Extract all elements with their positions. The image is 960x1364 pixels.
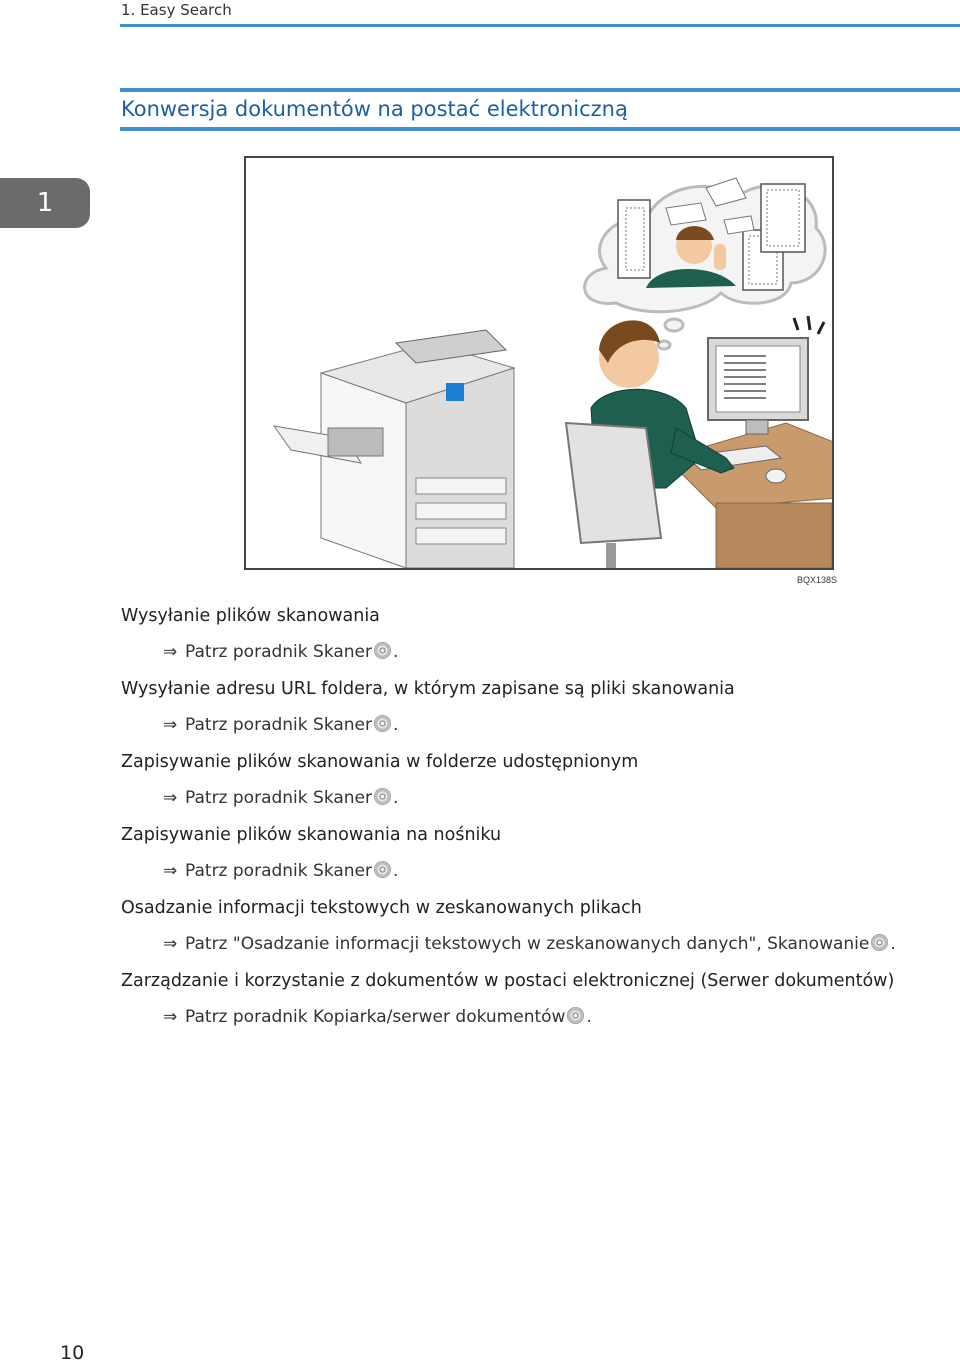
arrow-icon: ⇒ — [163, 642, 178, 662]
list-item — [121, 823, 951, 896]
page-number: 10 — [60, 1342, 85, 1364]
list-item — [121, 604, 951, 677]
list-item — [121, 677, 951, 750]
reference-suffix: . — [586, 1007, 592, 1027]
running-header: 1. Easy Search — [121, 1, 232, 19]
list-item — [121, 896, 951, 969]
printer-illustration — [274, 330, 514, 568]
reference-text: Patrz poradnik Skaner — [185, 861, 372, 881]
reference-text: Patrz poradnik Skaner — [185, 715, 372, 735]
section-title: Konwersja dokumentów na postać elektroniczną — [121, 97, 628, 121]
entry-reference — [121, 786, 951, 823]
list-item — [121, 969, 951, 1042]
illustration — [244, 156, 834, 570]
entry-reference — [121, 1005, 951, 1042]
arrow-icon: ⇒ — [163, 1007, 178, 1027]
entry-heading: Osadzanie informacji tekstowych w zeskanowanych plikach — [121, 898, 642, 918]
arrow-icon: ⇒ — [163, 788, 178, 808]
reference-text: Patrz "Osadzanie informacji tekstowych w zeskanowanych danych", Skanowanie — [185, 934, 870, 954]
reference-text: Patrz poradnik Skaner — [185, 642, 372, 662]
entry-heading: Zapisywanie plików skanowania w folderze udostępnionym — [121, 752, 639, 772]
disc-icon — [871, 934, 888, 951]
office-scanning-illustration — [246, 158, 832, 568]
reference-suffix: . — [393, 788, 399, 808]
entry-reference — [121, 713, 951, 750]
reference-suffix: . — [393, 642, 399, 662]
entry-heading: Zapisywanie plików skanowania na nośniku — [121, 825, 502, 845]
reference-suffix: . — [393, 715, 399, 735]
entry-heading: Wysyłanie adresu URL foldera, w którym zapisane są pliki skanowania — [121, 679, 735, 699]
disc-icon — [374, 861, 391, 878]
disc-icon — [567, 1007, 584, 1024]
disc-icon — [374, 642, 391, 659]
reference-text: Patrz poradnik Skaner — [185, 788, 372, 808]
stress-marks — [794, 316, 824, 334]
entry-reference — [121, 932, 951, 969]
header-rule — [120, 24, 960, 27]
entry-list — [121, 604, 951, 1042]
chapter-tab: 1 — [0, 178, 90, 228]
entry-heading: Zarządzanie i korzystanie z dokumentów w postaci elektronicznej (Serwer dokumentów) — [121, 971, 895, 991]
section-title-rule-top — [120, 88, 960, 92]
entry-heading: Wysyłanie plików skanowania — [121, 606, 380, 626]
section-title-rule-bottom — [120, 127, 960, 131]
disc-icon — [374, 788, 391, 805]
illustration-code: BQX138S — [797, 575, 838, 585]
arrow-icon: ⇒ — [163, 934, 178, 954]
reference-text: Patrz poradnik Kopiarka/serwer dokumentów — [185, 1007, 566, 1027]
arrow-icon: ⇒ — [163, 861, 178, 881]
arrow-icon: ⇒ — [163, 715, 178, 735]
entry-reference — [121, 859, 951, 896]
reference-suffix: . — [393, 861, 399, 881]
entry-reference — [121, 640, 951, 677]
reference-suffix: . — [890, 934, 896, 954]
disc-icon — [374, 715, 391, 732]
list-item — [121, 750, 951, 823]
